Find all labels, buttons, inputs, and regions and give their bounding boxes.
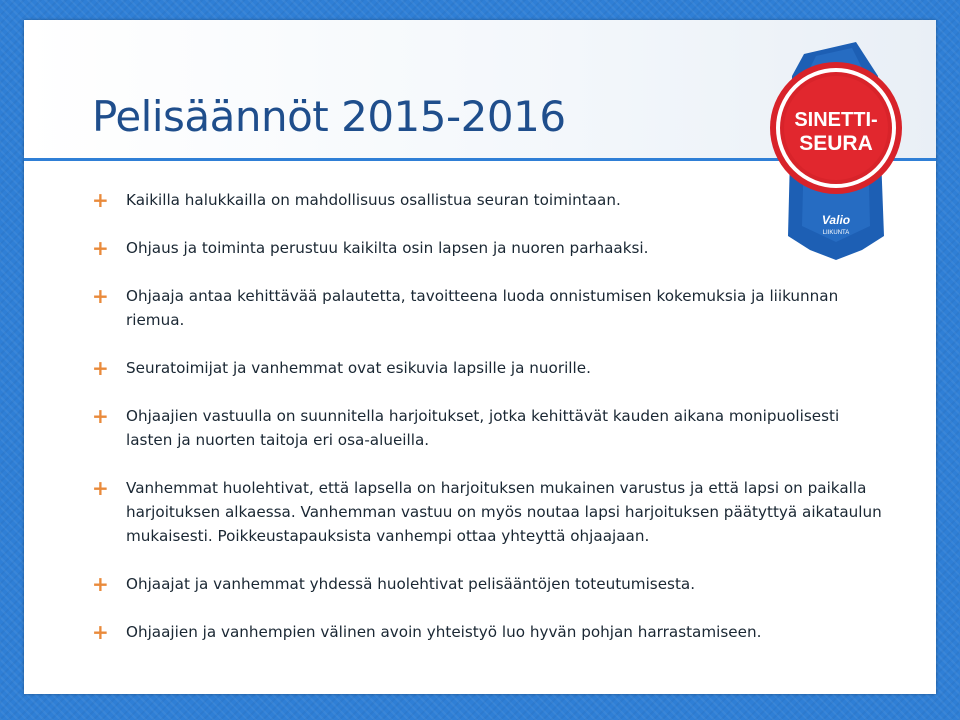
list-item — [88, 404, 888, 452]
plus-icon: + — [92, 284, 109, 308]
plus-icon: + — [92, 620, 109, 644]
list-item — [88, 620, 888, 644]
list-item-text: Ohjaajien ja vanhempien välinen avoin yhteistyö luo hyvän pohjan harrastamiseen. — [126, 623, 762, 641]
list-item — [88, 236, 888, 260]
badge-sponsor: Valio — [821, 213, 851, 227]
list-item-text: Ohjaaja antaa kehittävää palautetta, tavoitteena luoda onnistumisen kokemuksia ja liikunnan riemua. — [126, 287, 839, 329]
list-item-text: Kaikilla halukkailla on mahdollisuus osallistua seuran toimintaan. — [126, 191, 621, 209]
list-item-text: Seuratoimijat ja vanhemmat ovat esikuvia lapsille ja nuorille. — [126, 359, 591, 377]
plus-icon: + — [92, 476, 109, 500]
list-item-text: Vanhemmat huolehtivat, että lapsella on harjoituksen mukainen varustus ja että lapsi on paikalla harjoituksen alkaessa. Vanhemman vastuu on myös noutaa lapsi harjoituksen päätyttyä aikataulun mukaisesti. Poikkeustapauksista vanhempi ottaa yhteyttä ohjaajaan. — [126, 479, 882, 545]
list-item-text: Ohjaajien vastuulla on suunnitella harjoitukset, jotka kehittävät kauden aikana monipuolisesti lasten ja nuorten taitoja eri osa-alueilla. — [126, 407, 840, 449]
plus-icon: + — [92, 572, 109, 596]
list-item — [88, 188, 888, 212]
list-item — [88, 476, 888, 548]
list-item — [88, 572, 888, 596]
list-item-text: Ohjaajat ja vanhemmat yhdessä huolehtivat pelisääntöjen toteutumisesta. — [126, 575, 696, 593]
plus-icon: + — [92, 356, 109, 380]
list-item-text: Ohjaus ja toiminta perustuu kaikilta osin lapsen ja nuoren parhaaksi. — [126, 239, 649, 257]
badge-line1: SINETTI- — [794, 109, 878, 131]
slide-title: Pelisäännöt 2015-2016 — [92, 92, 566, 141]
list-item — [88, 356, 888, 380]
plus-icon: + — [92, 236, 109, 260]
plus-icon: + — [92, 188, 109, 212]
plus-icon: + — [92, 404, 109, 428]
badge-sponsor-sub: LIIKUNTA — [822, 230, 850, 236]
slide — [24, 20, 936, 694]
rules-list — [88, 188, 888, 644]
badge-line2: SEURA — [799, 132, 873, 155]
list-item — [88, 284, 888, 332]
